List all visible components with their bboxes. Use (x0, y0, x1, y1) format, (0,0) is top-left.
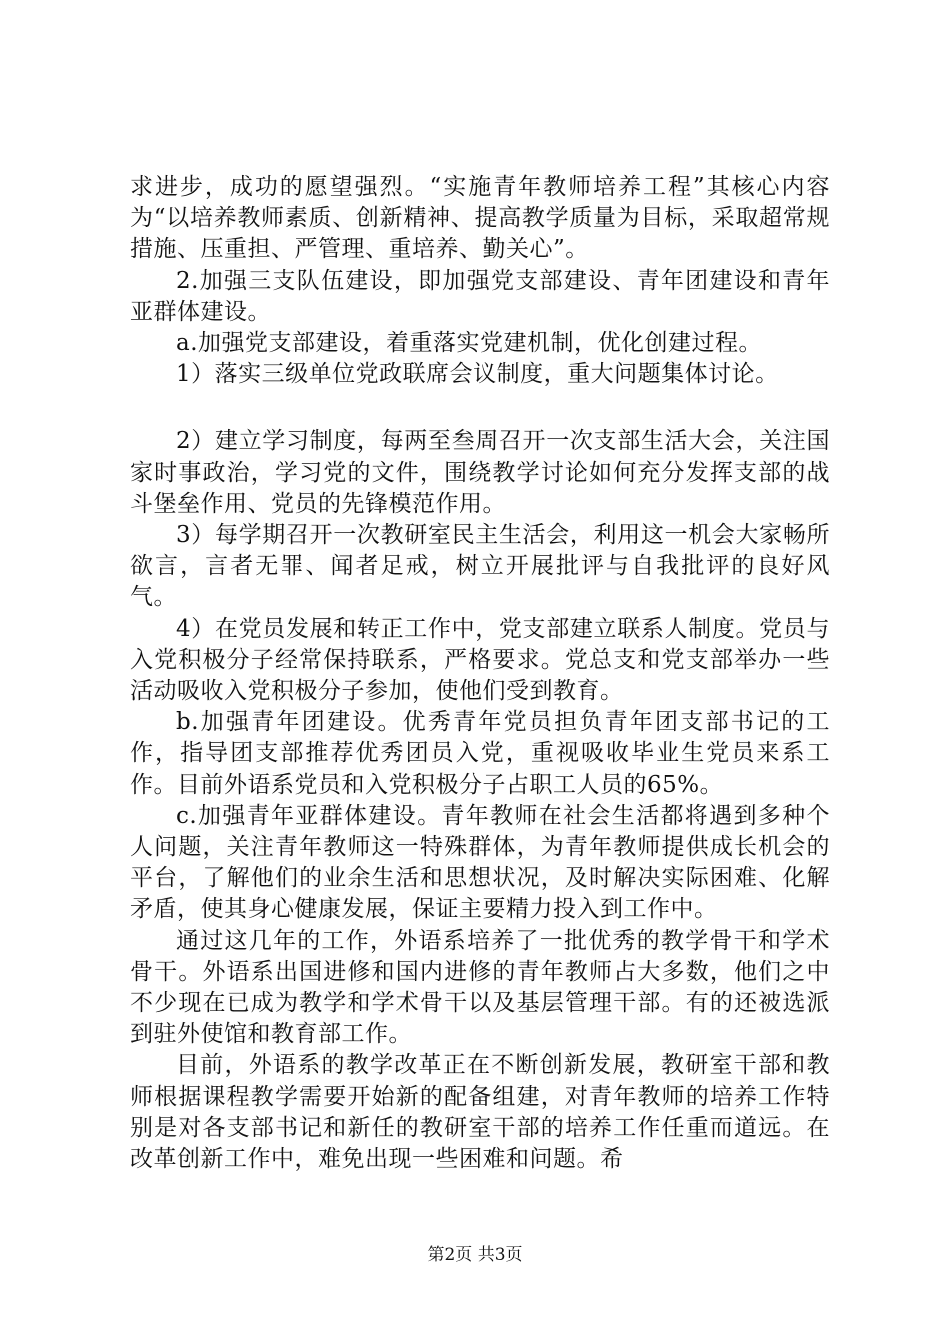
paragraph-results: 通过这几年的工作，外语系培养了一批优秀的教学骨干和学术骨干。外语系出国进修和国内进修的青年教师占大多数，他们之中不少现在已成为教学和学术骨干以及基层管理干部。有的还被选派到驻外使馆和教育部工作。 (130, 927, 830, 1048)
paragraph-item-3: 3）每学期召开一次教研室民主生活会，利用这一机会大家畅所欲言，言者无罪、闻者足戒，树立开展批评与自我批评的良好风气。 (130, 522, 830, 611)
paragraph-item-b: b.加强青年团建设。优秀青年党员担负青年团支部书记的工作，指导团支部推荐优秀团员入党，重视吸收毕业生党员来系工作。目前外语系党员和入党积极分子占职工人员的65%。 (130, 709, 830, 798)
paragraph-item-2: 2）建立学习制度，每两至叁周召开一次支部生活大会，关注国家时事政治，学习党的文件，围绕教学讨论如何充分发挥支部的战斗堡垒作用、党员的先锋模范作用。 (130, 428, 830, 517)
paragraph-outlook: 目前，外语系的教学改革正在不断创新发展，教研室干部和教师根据课程教学需要开始新的配备组建，对青年教师的培养工作特别是对各支部书记和新任的教研室干部的培养工作任重而道远。在改革创新工作中，难免出现一些困难和问题。希 (130, 1052, 830, 1173)
paragraph-item-1: 1）落实三级单位党政联席会议制度，重大问题集体讨论。 (176, 361, 779, 388)
paragraph-item-c: c.加强青年亚群体建设。青年教师在社会生活都将遇到多种个人问题，关注青年教师这一特殊群体，为青年教师提供成长机会的平台，了解他们的业余生活和思想状况，及时解决实际困难、化解矛盾，使其身心健康发展，保证主要精力投入到工作中。 (130, 802, 830, 923)
paragraph-section-2: 2.加强三支队伍建设，即加强党支部建设、青年团建设和青年亚群体建设。 (130, 267, 830, 325)
paragraph-continuation: 求进步，成功的愿望强烈。“实施青年教师培养工程”其核心内容为“以培养教师素质、创新精神、提高教学质量为目标，采取超常规措施、压重担、严管理、重培养、勤关心”。 (130, 174, 830, 263)
paragraph-gap (130, 390, 830, 426)
page-number-footer: 第2页 共3页 (427, 1245, 523, 1265)
document-body (130, 172, 830, 1175)
paragraph-item-a: a.加强党支部建设，着重落实党建机制，优化创建过程。 (176, 330, 763, 357)
paragraph-item-4: 4）在党员发展和转正工作中，党支部建立联系人制度。党员与入党积极分子经常保持联系，严格要求。党总支和党支部举办一些活动吸收入党积极分子参加，使他们受到教育。 (130, 615, 830, 705)
